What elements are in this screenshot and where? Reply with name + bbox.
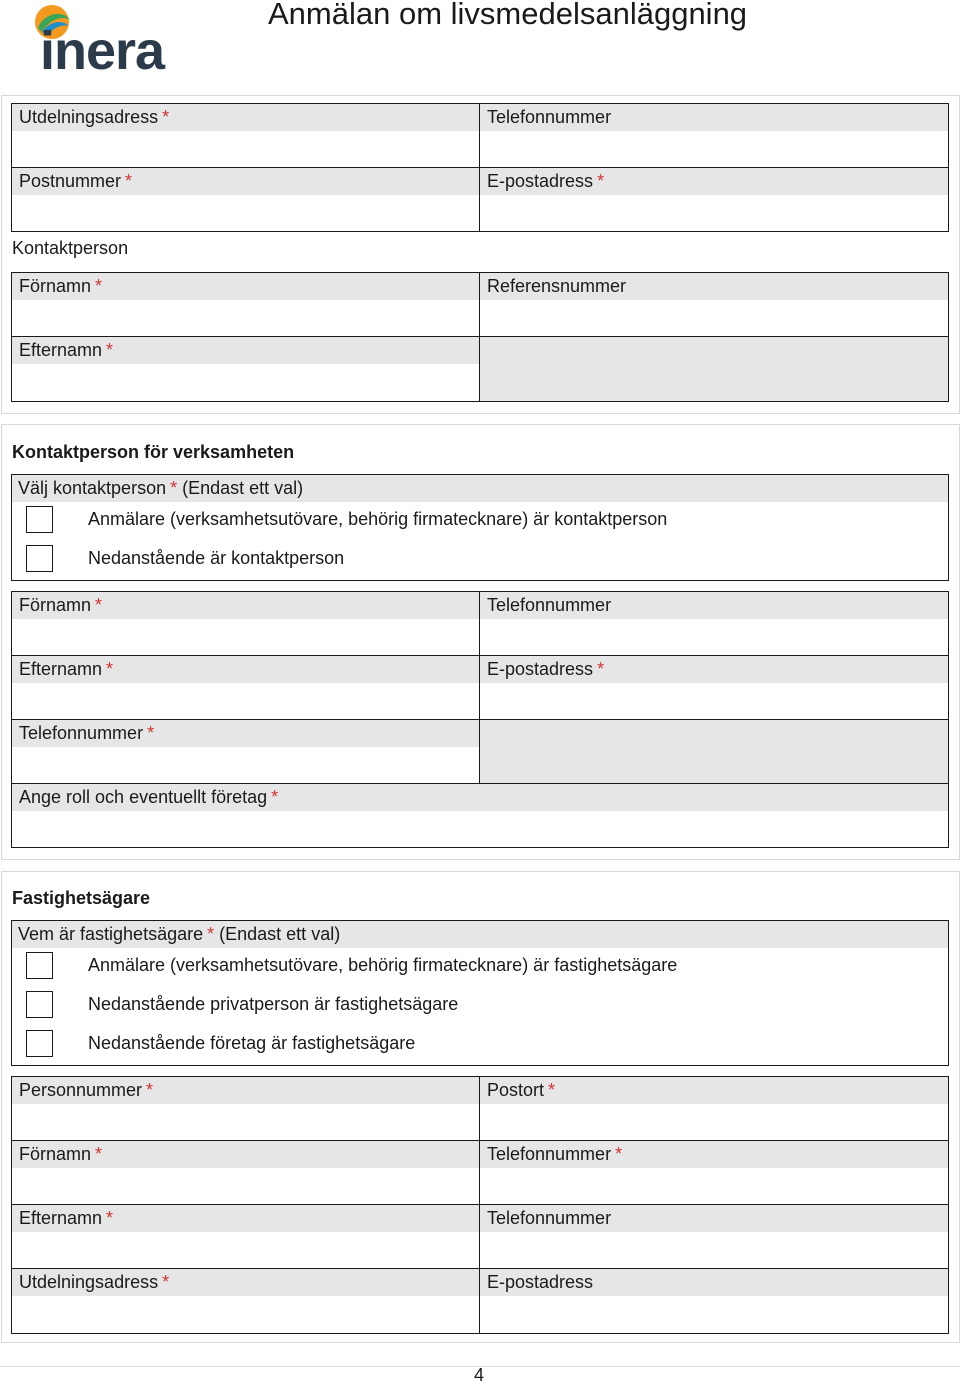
required-marker: * bbox=[125, 171, 133, 191]
document-title: Anmälan om livsmedelsanläggning bbox=[268, 0, 748, 31]
referensnummer-field[interactable] bbox=[479, 272, 949, 337]
required-marker: * bbox=[597, 659, 605, 679]
required-marker: * bbox=[170, 478, 178, 498]
field-label: Postort bbox=[487, 1080, 545, 1100]
epostadress-field[interactable] bbox=[479, 1268, 949, 1334]
efternamn-field[interactable] bbox=[11, 655, 481, 720]
option-label: Anmälare (verksamhetsutövare, behörig firmatecknare) är kontaktperson bbox=[88, 509, 668, 529]
field-label: Telefonnummer bbox=[19, 723, 144, 743]
field-label: Efternamn bbox=[19, 340, 103, 360]
field-label: Efternamn bbox=[19, 1208, 103, 1228]
required-marker: * bbox=[271, 787, 279, 807]
required-marker: * bbox=[615, 1144, 623, 1164]
telefonnummer-field[interactable] bbox=[479, 1204, 949, 1269]
field-label: Telefonnummer bbox=[487, 107, 612, 127]
checkbox-anmalare-fastighetsagare[interactable] bbox=[26, 952, 53, 979]
section-heading: Fastighetsägare bbox=[12, 888, 151, 908]
empty-cell bbox=[479, 719, 949, 784]
required-marker: * bbox=[95, 595, 103, 615]
fornamn-field[interactable] bbox=[11, 591, 481, 656]
required-marker: * bbox=[597, 171, 605, 191]
field-label: Förnamn bbox=[19, 1144, 92, 1164]
field-label: E-postadress bbox=[487, 1272, 594, 1292]
field-label: E-postadress bbox=[487, 659, 594, 679]
field-label: Förnamn bbox=[19, 595, 92, 615]
telefonnummer-field[interactable] bbox=[479, 591, 949, 656]
choice-note: (Endast ett val) bbox=[219, 924, 341, 944]
required-marker: * bbox=[106, 1208, 114, 1228]
kontaktperson-heading: Kontaktperson bbox=[12, 238, 129, 258]
option-label: Nedanstående privatperson är fastighetsägare bbox=[88, 994, 459, 1014]
field-label: Telefonnummer bbox=[487, 595, 612, 615]
personnummer-field[interactable] bbox=[11, 1076, 481, 1141]
efternamn-field[interactable] bbox=[11, 336, 481, 402]
field-label: Utdelningsadress bbox=[19, 1272, 159, 1292]
required-marker: * bbox=[147, 723, 155, 743]
field-label: Referensnummer bbox=[487, 276, 627, 296]
page-number: 4 bbox=[474, 1365, 485, 1385]
required-marker: * bbox=[146, 1080, 154, 1100]
checkbox-nedanstaende-kontaktperson[interactable] bbox=[26, 545, 53, 572]
efternamn-field[interactable] bbox=[11, 1204, 481, 1269]
choice-note: (Endast ett val) bbox=[182, 478, 304, 498]
fastighetsagare-choice-group bbox=[11, 920, 949, 1066]
field-label: Personnummer bbox=[19, 1080, 143, 1100]
telefonnummer-required-field[interactable] bbox=[11, 719, 481, 784]
field-label: E-postadress bbox=[487, 171, 594, 191]
checkbox-privatperson-fastighetsagare[interactable] bbox=[26, 991, 53, 1018]
required-marker: * bbox=[162, 1272, 170, 1292]
postnummer-field[interactable] bbox=[11, 167, 481, 232]
telefonnummer-required-field[interactable] bbox=[479, 1140, 949, 1205]
field-label: Efternamn bbox=[19, 659, 103, 679]
checkbox-anmalare-kontaktperson[interactable] bbox=[26, 506, 53, 533]
field-label: Ange roll och eventuellt företag bbox=[19, 787, 268, 807]
required-marker: * bbox=[548, 1080, 556, 1100]
choice-label: Vem är fastighetsägare bbox=[18, 924, 204, 944]
field-label: Telefonnummer bbox=[487, 1144, 612, 1164]
field-label: Telefonnummer bbox=[487, 1208, 612, 1228]
required-marker: * bbox=[106, 340, 114, 360]
choice-label: Välj kontaktperson bbox=[18, 478, 167, 498]
epostadress-field[interactable] bbox=[479, 167, 949, 232]
logo-text: inera bbox=[40, 21, 165, 81]
fornamn-field[interactable] bbox=[11, 272, 481, 337]
required-marker: * bbox=[95, 276, 103, 296]
field-label: Utdelningsadress bbox=[19, 107, 159, 127]
kontaktperson-choice-group bbox=[11, 474, 949, 581]
utdelningsadress-field[interactable] bbox=[11, 103, 481, 168]
field-label: Förnamn bbox=[19, 276, 92, 296]
required-marker: * bbox=[106, 659, 114, 679]
required-marker: * bbox=[162, 107, 170, 127]
field-label: Postnummer bbox=[19, 171, 122, 191]
fornamn-field[interactable] bbox=[11, 1140, 481, 1205]
empty-cell bbox=[479, 336, 949, 402]
required-marker: * bbox=[207, 924, 215, 944]
option-label: Anmälare (verksamhetsutövare, behörig firmatecknare) är fastighetsägare bbox=[88, 955, 678, 975]
option-label: Nedanstående företag är fastighetsägare bbox=[88, 1033, 416, 1053]
postort-field[interactable] bbox=[479, 1076, 949, 1141]
section-heading: Kontaktperson för verksamheten bbox=[12, 442, 295, 462]
option-label: Nedanstående är kontaktperson bbox=[88, 548, 345, 568]
roll-foretag-field[interactable] bbox=[11, 783, 949, 848]
utdelningsadress-field[interactable] bbox=[11, 1268, 481, 1334]
epostadress-field[interactable] bbox=[479, 655, 949, 720]
checkbox-foretag-fastighetsagare[interactable] bbox=[26, 1030, 53, 1057]
telefonnummer-field[interactable] bbox=[479, 103, 949, 168]
required-marker: * bbox=[95, 1144, 103, 1164]
